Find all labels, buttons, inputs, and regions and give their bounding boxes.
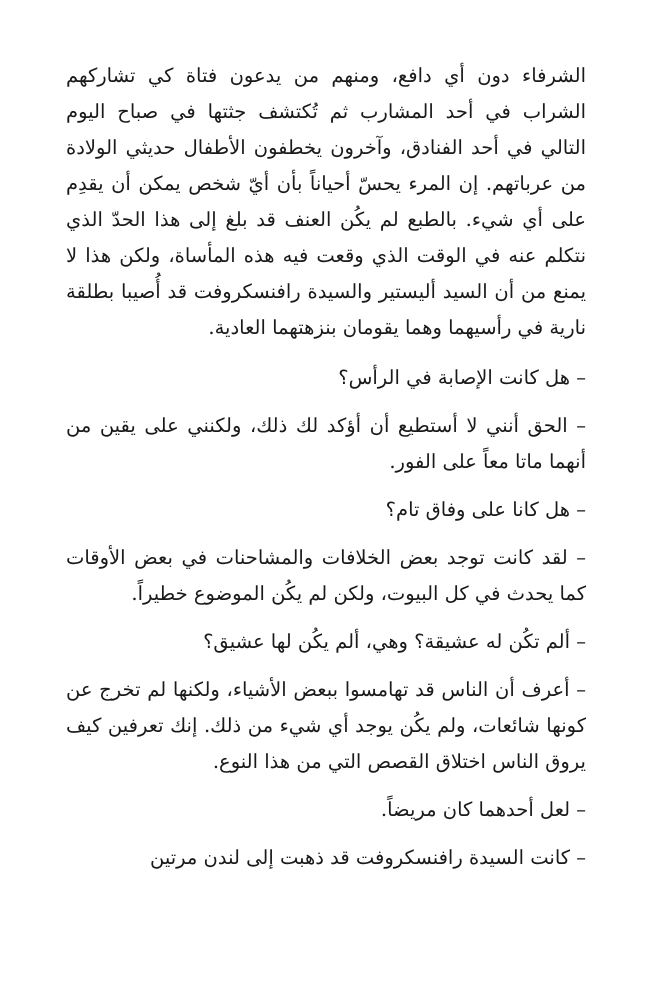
narrative-paragraph: الشرفاء دون أي دافع، ومنهم من يدعون فتاة كي تشاركهم الشراب في أحد المشارب ثم تُكتشف جثتها في صباح اليوم التالي في أحد الفنادق، وآخرون يخطفون الأطفال حديثي الولادة من عرباتهم. إن المرء يحسّ أحياناً بأن أيّ شخص يمكن أن يقدِم على أي شيء. بالطبع لم يكُن العنف قد بلغ إلى هذا الحدّ الذي نتكلم عنه في الوقت الذي وقعت فيه هذه المأساة، ولكن هذا لا يمنع من أن السيد أليستير والسيدة رافنسكروفت قد أُصيبا بطلقة نارية في رأسيهما وهما يقومان بنزهتهما العادية. [66,64,586,339]
dialogue-line: – لقد كانت توجد بعض الخلافات والمشاحنات في بعض الأوقات كما يحدث في كل البيوت، ولكن لم يكُن الموضوع خطيراً. [66,546,586,605]
dialogue-line: – كانت السيدة رافنسكروفت قد ذهبت إلى لندن مرتين [150,846,586,869]
book-page [66,58,586,888]
dialogue-line: – ألم تكُن له عشيقة؟ وهي، ألم يكُن لها عشيق؟ [203,630,586,653]
dialogue-line: – أعرف أن الناس قد تهامسوا ببعض الأشياء، ولكنها لم تخرج عن كونها شائعات، ولم يكُن يوجد أي شيء من ذلك. إنك تعرفين كيف يروق الناس اختلاق القصص التي من هذا النوع. [66,678,586,773]
dialogue-line: – هل كانت الإصابة في الرأس؟ [338,366,586,389]
dialogue-line: – هل كانا على وفاق تام؟ [385,498,586,521]
dialogue-line: – الحق أنني لا أستطيع أن أؤكد لك ذلك، ولكنني على يقين من أنهما ماتا معاً على الفور. [66,414,586,473]
dialogue-line: – لعل أحدهما كان مريضاً. [380,798,586,821]
